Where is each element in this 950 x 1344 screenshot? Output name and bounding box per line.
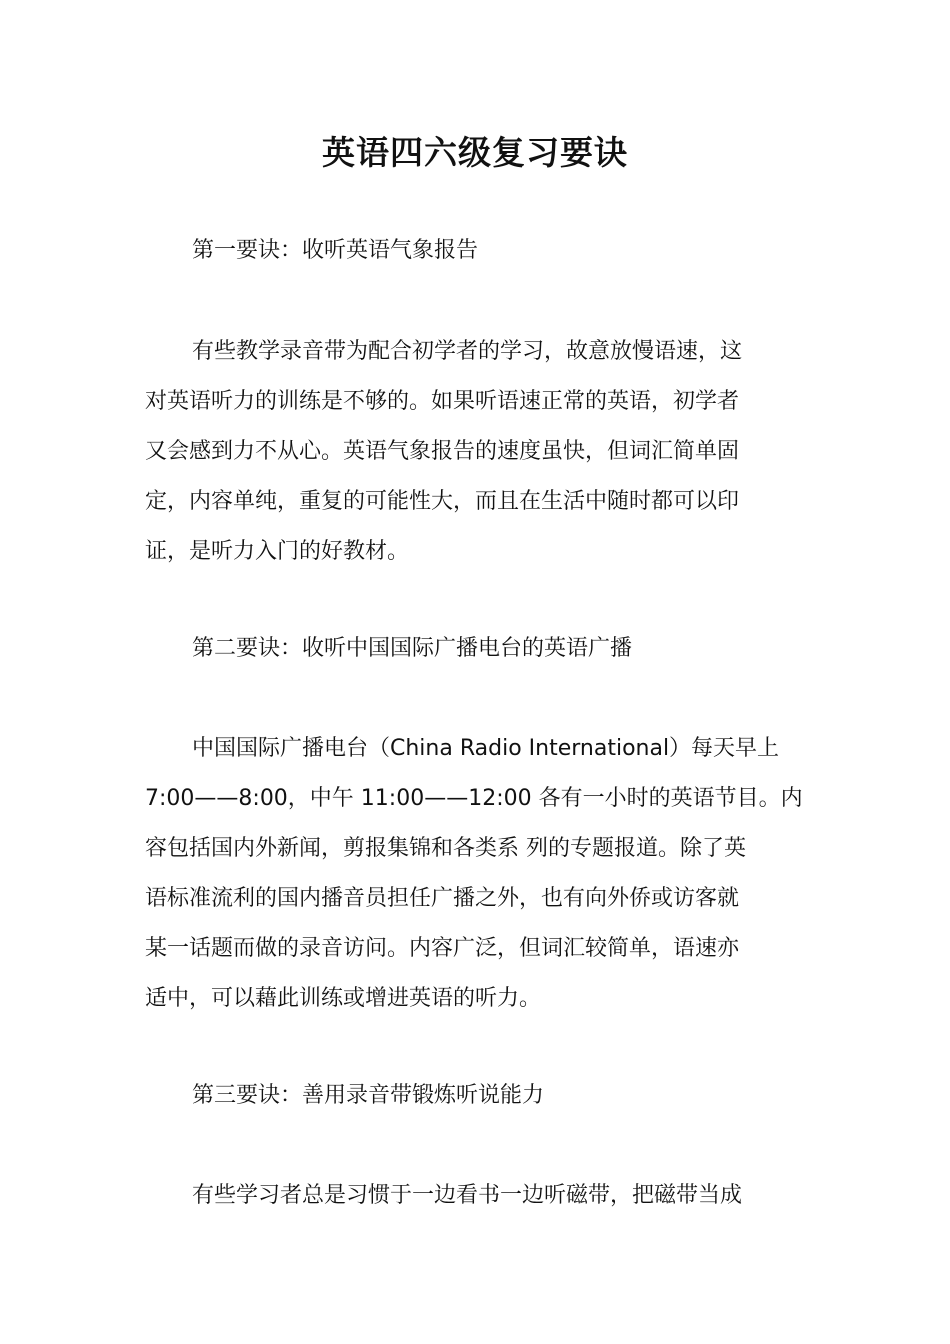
section-heading-1: 第一要诀：收听英语气象报告 — [192, 238, 479, 263]
paragraph-line: 又会感到力不从心。英语气象报告的速度虽快，但词汇简单固 — [145, 439, 740, 464]
section-paragraph-1 — [145, 327, 810, 577]
paragraph-line: 某一话题而做的录音访问。内容广泛，但词汇较简单，语速亦 — [145, 936, 740, 961]
paragraph-line: 适中，可以藉此训练或增进英语的听力。 — [145, 986, 542, 1011]
paragraph-line: 有些教学录音带为配合初学者的学习，故意放慢语速，这 — [192, 339, 743, 364]
paragraph-line: 中国国际广播电台（China Radio International）每天早上 — [192, 736, 780, 761]
section-paragraph-2 — [145, 724, 810, 1024]
paragraph-line: 容包括国内外新闻，剪报集锦和各类系 列的专题报道。除了英 — [145, 836, 746, 861]
paragraph-line: 定，内容单纯，重复的可能性大，而且在生活中随时都可以印 — [145, 489, 740, 514]
section-paragraph-3 — [145, 1171, 810, 1221]
section-heading-2: 第二要诀：收听中国国际广播电台的英语广播 — [192, 636, 633, 661]
section-heading-3: 第三要诀：善用录音带锻炼听说能力 — [192, 1083, 545, 1108]
paragraph-line: 证，是听力入门的好教材。 — [145, 539, 410, 564]
paragraph-line: 语标准流利的国内播音员担任广播之外，也有向外侨或访客就 — [145, 886, 740, 911]
paragraph-line: 7:00——8:00，中午 11:00——12:00 各有一小时的英语节目。内 — [145, 786, 803, 811]
paragraph-line: 有些学习者总是习惯于一边看书一边听磁带，把磁带当成 — [192, 1183, 743, 1208]
paragraph-line: 对英语听力的训练是不够的。如果听语速正常的英语，初学者 — [145, 389, 740, 414]
document-title: 英语四六级复习要诀 — [322, 133, 628, 172]
